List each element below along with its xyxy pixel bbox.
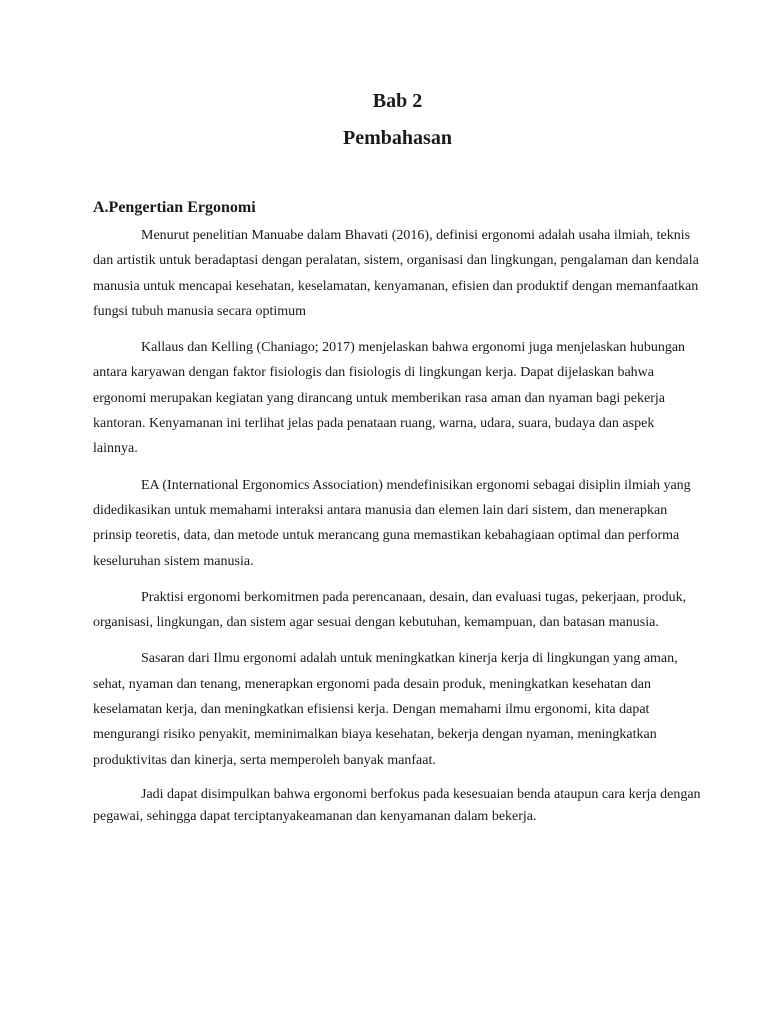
- paragraph-goals: Sasaran dari Ilmu ergonomi adalah untuk meningkatkan kinerja kerja di lingkungan yang aman, sehat, nyaman dan tenang, menerapkan ergonomi pada desain produk, meningkatkan kesehatan dan keselamatan kerja, dan meningkatkan efisiensi kerja. Dengan memahami ilmu ergonomi, kita dapat mengurangi risiko penyakit, meminimalkan biaya kesehatan, bekerja dengan nyaman, meningkatkan produktivitas dan kinerja, serta memperoleh banyak manfaat.: [93, 651, 678, 768]
- paragraph-kallaus-kelling: Kallaus dan Kelling (Chaniago; 2017) menjelaskan bahwa ergonomi juga menjelaskan hubungan antara karyawan dengan faktor fisiologis dan fisiologis di lingkungan kerja. Dapat dijelaskan bahwa ergonomi merupakan kegiatan yang dirancang untuk memberikan rasa aman dan nyaman bagi pekerja kantoran. Kenyamanan ini terlihat jelas pada penataan ruang, warna, udara, suara, budaya dan aspek lainnya.: [93, 340, 686, 457]
- section-heading: A.Pengertian Ergonomi: [93, 199, 256, 216]
- paragraph-iea-definition: EA (International Ergonomics Association) mendefinisikan ergonomi sebagai disiplin ilmiah yang didedikasikan untuk memahami interaksi antara manusia dan elemen lain dari sistem, dan menerapkan prinsip teoretis, data, dan metode untuk merancang guna memastikan kebahagiaan optimal dan performa keseluruhan sistem manusia.: [93, 477, 691, 569]
- chapter-subtitle: Pembahasan: [343, 127, 452, 149]
- paragraph-practitioners: Praktisi ergonomi berkomitmen pada perencanaan, desain, dan evaluasi tugas, pekerjaan, produk, organisasi, lingkungan, dan sistem agar sesuai dengan kebutuhan, kemampuan, dan batasan manusia.: [93, 589, 687, 631]
- chapter-title: Bab 2: [372, 90, 423, 112]
- paragraph-conclusion: Jadi dapat disimpulkan bahwa ergonomi berfokus pada kesesuaian benda ataupun cara kerja dengan pegawai, sehingga dapat terciptanyakeamanan dan kenyamanan dalam bekerja.: [93, 786, 701, 824]
- paragraph-definition-manuabe: Menurut penelitian Manuabe dalam Bhavati (2016), definisi ergonomi adalah usaha ilmiah, teknis dan artistik untuk beradaptasi dengan peralatan, sistem, organisasi dan lingkungan, pengalaman dan kendala manusia untuk mencapai kesehatan, keselamatan, kenyamanan, efisien dan produktif dengan memanfaatkan fungsi tubuh manusia secara optimum: [93, 228, 699, 319]
